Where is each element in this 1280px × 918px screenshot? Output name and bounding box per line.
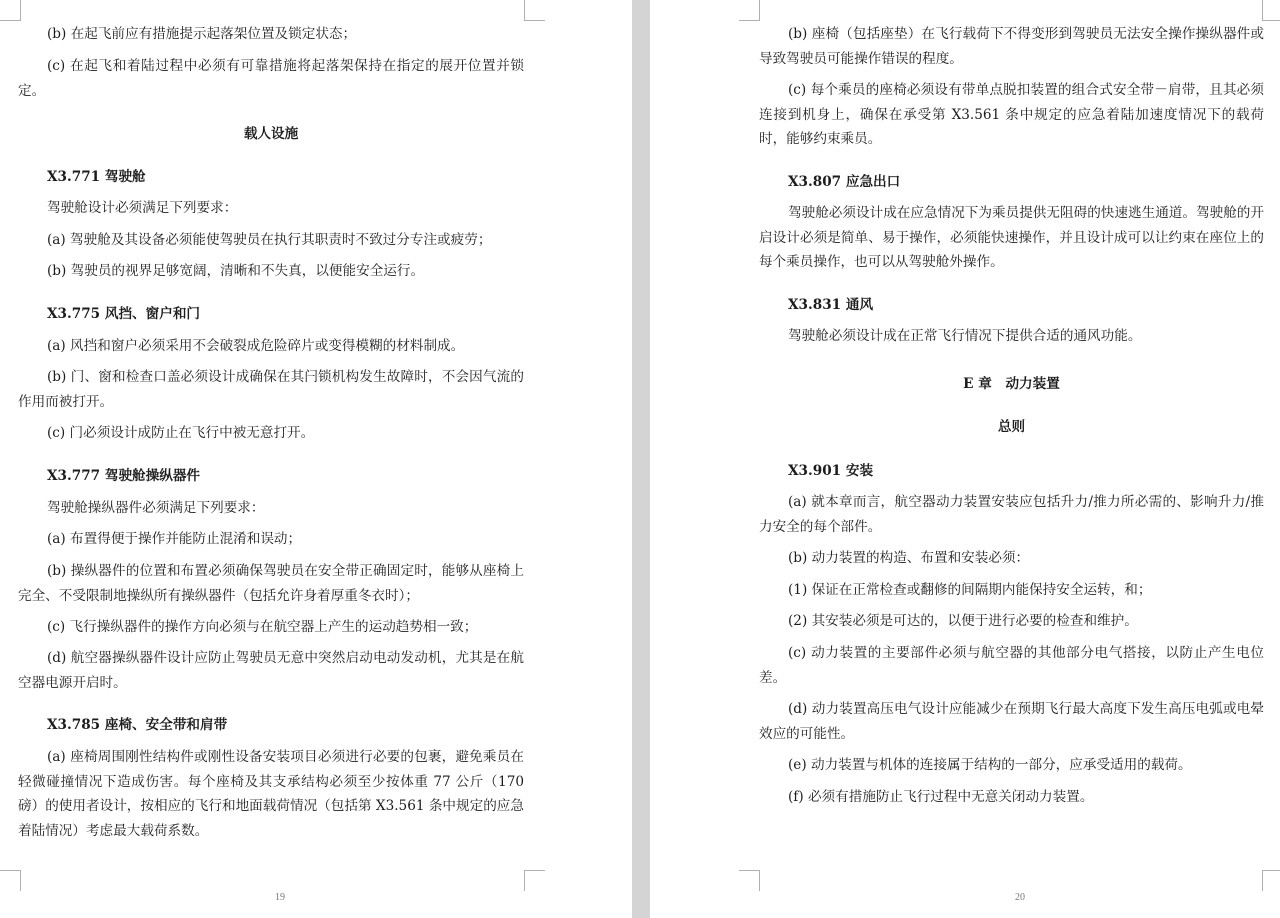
section-heading: X3.831 通风 bbox=[788, 297, 874, 313]
crop-mark bbox=[524, 0, 545, 21]
paragraph: (f) 必须有措施防止飞行过程中无意关闭动力装置。 bbox=[788, 789, 1094, 805]
paragraph: 驾驶舱必须设计成在正常飞行情况下提供合适的通风功能。 bbox=[788, 328, 1142, 344]
crop-mark bbox=[1262, 0, 1280, 21]
paragraph: (c) 每个乘员的座椅必须设有带单点脱扣装置的组合式安全带－肩带，且其必须连接到机身上，确保在承受第 X3.561 条中规定的应急着陆加速度情况下的载荷时，能够约束乘员。 bbox=[759, 82, 1264, 147]
document-page-right bbox=[650, 0, 1280, 918]
paragraph: (b) 在起飞前应有措施提示起落架位置及锁定状态； bbox=[47, 26, 357, 42]
paragraph: (1) 保证在正常检查或翻修的间隔期内能保持安全运转，和； bbox=[788, 582, 1152, 598]
section-heading: X3.771 驾驶舱 bbox=[47, 169, 146, 185]
section-heading: X3.901 安装 bbox=[788, 463, 874, 479]
crop-mark bbox=[739, 870, 760, 891]
paragraph: (e) 动力装置与机体的连接属于结构的一部分，应承受适用的载荷。 bbox=[788, 757, 1192, 773]
chapter-heading: 载人设施 bbox=[243, 126, 299, 142]
page-number: 19 bbox=[275, 892, 285, 903]
section-heading: X3.807 应急出口 bbox=[788, 174, 901, 190]
paragraph: (a) 就本章而言，航空器动力装置安装应包括升力/推力所必需的、影响升力/推力安全的每个部件。 bbox=[759, 494, 1264, 535]
paragraph: (d) 动力装置高压电气设计应能减少在预期飞行最大高度下发生高压电弧或电晕效应的可能性。 bbox=[759, 701, 1264, 742]
paragraph: (a) 驾驶舱及其设备必须能使驾驶员在执行其职责时不致过分专注或疲劳； bbox=[47, 232, 492, 248]
paragraph: (b) 操纵器件的位置和布置必须确保驾驶员在安全带正确固定时，能够从座椅上完全、不受限制地操纵所有操纵器件（包括允许身着厚重冬衣时）； bbox=[18, 563, 524, 604]
paragraph: (b) 门、窗和检查口盖必须设计成确保在其闩锁机构发生故障时，不会因气流的作用而被打开。 bbox=[18, 369, 524, 410]
paragraph: 驾驶舱设计必须满足下列要求： bbox=[47, 200, 238, 216]
paragraph: (c) 门必须设计成防止在飞行中被无意打开。 bbox=[47, 425, 315, 441]
paragraph: (b) 座椅（包括座垫）在飞行载荷下不得变形到驾驶员无法安全操作操纵器件或导致驾驶员可能操作错误的程度。 bbox=[759, 26, 1264, 67]
paragraph: (d) 航空器操纵器件设计应防止驾驶员无意中突然启动电动发动机，尤其是在航空器电源开启时。 bbox=[18, 650, 524, 691]
paragraph: (b) 动力装置的构造、布置和安装必须： bbox=[788, 550, 1030, 566]
chapter-heading: E 章 动力装置 bbox=[963, 376, 1060, 392]
crop-mark bbox=[0, 0, 21, 21]
page-number: 20 bbox=[1015, 892, 1025, 903]
page-gutter bbox=[632, 0, 650, 918]
paragraph: (a) 座椅周围刚性结构件或刚性设备安装项目必须进行必要的包裹，避免乘员在轻微碰撞情况下造成伤害。每个座椅及其支承结构必须至少按体重 77 公斤（170 磅）的使用者设计，按相应的飞行和地面载荷情况（包括第 X3.561 条中规定的应急着陆情况）考虑最大载荷系数。 bbox=[18, 749, 524, 839]
paragraph: (c) 动力装置的主要部件必须与航空器的其他部分电气搭接，以防止产生电位差。 bbox=[759, 645, 1264, 686]
paragraph: (a) 风挡和窗户必须采用不会破裂成危险碎片或变得模糊的材料制成。 bbox=[47, 338, 465, 354]
paragraph: (2) 其安装必须是可达的，以便于进行必要的检查和维护。 bbox=[788, 613, 1138, 629]
paragraph: (a) 布置得便于操作并能防止混淆和误动； bbox=[47, 531, 302, 547]
paragraph: 驾驶舱必须设计成在应急情况下为乘员提供无阻碍的快速逃生通道。驾驶舱的开启设计必须是简单、易于操作，必须能快速操作，并且设计成可以让约束在座位上的每个乘员操作，也可以从驾驶舱外操作。 bbox=[759, 205, 1264, 270]
crop-mark bbox=[0, 870, 21, 891]
chapter-heading: 总则 bbox=[997, 419, 1026, 435]
section-heading: X3.785 座椅、安全带和肩带 bbox=[47, 717, 228, 733]
paragraph: (c) 在起飞和着陆过程中必须有可靠措施将起落架保持在指定的展开位置并锁定。 bbox=[18, 58, 524, 99]
crop-mark bbox=[524, 870, 545, 891]
section-heading: X3.775 风挡、窗户和门 bbox=[47, 306, 201, 322]
paragraph: (c) 飞行操纵器件的操作方向必须与在航空器上产生的运动趋势相一致； bbox=[47, 619, 478, 635]
crop-mark bbox=[1262, 870, 1280, 891]
crop-mark bbox=[739, 0, 760, 21]
section-heading: X3.777 驾驶舱操纵器件 bbox=[47, 468, 201, 484]
paragraph: 驾驶舱操纵器件必须满足下列要求： bbox=[47, 500, 265, 516]
document-page-left bbox=[0, 0, 632, 918]
paragraph: (b) 驾驶员的视界足够宽阔，清晰和不失真，以便能安全运行。 bbox=[47, 263, 425, 279]
